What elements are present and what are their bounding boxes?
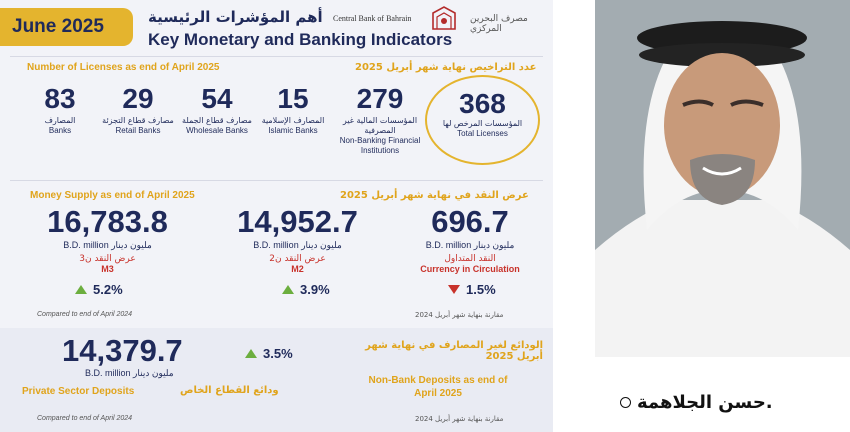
licenses-heading-ar: عدد التراخيص نهاية شهر أبريل 2025 xyxy=(355,62,537,73)
licenses-heading-en: Number of Licenses as end of April 2025 xyxy=(27,62,220,73)
money-supply-heading-ar: عرض النقد في نهاية شهر أبريل 2025 xyxy=(340,190,529,201)
license-label-ar: مصارف قطاع الجملة xyxy=(182,116,252,125)
license-label-en: Banks xyxy=(48,126,72,135)
license-count: 15 xyxy=(277,83,309,114)
bank-name-arabic: مصرف البحرين المركزي xyxy=(470,14,528,34)
title-arabic: أهم المؤشرات الرئيسية xyxy=(148,8,323,26)
total-license-count: 368 xyxy=(459,88,506,119)
license-count: 29 xyxy=(122,83,154,114)
up-arrow-icon xyxy=(282,285,294,294)
license-label-ar: المؤسسات المالية غير المصرفية xyxy=(342,116,418,135)
cbb-logo-icon xyxy=(427,5,461,31)
currency-change-value: 1.5% xyxy=(466,282,496,297)
license-retail xyxy=(98,84,178,136)
m2-change-value: 3.9% xyxy=(300,282,330,297)
date-badge: June 2025 xyxy=(0,8,133,46)
bullet-circle-icon xyxy=(620,397,631,408)
m2-change xyxy=(282,282,330,297)
up-arrow-icon xyxy=(245,349,257,358)
license-wholesale xyxy=(177,84,257,136)
total-label-en: Total Licenses xyxy=(457,129,508,138)
m3-change-value: 5.2% xyxy=(93,282,123,297)
bank-name-english: Central Bank of Bahrain xyxy=(333,14,412,23)
comparison-note-ar: مقارنة بنهاية شهر أبريل 2024 xyxy=(415,311,504,319)
m3-label-en: M3 xyxy=(101,264,114,274)
license-label-en: Retail Banks xyxy=(115,126,161,135)
currency-change xyxy=(448,282,496,297)
divider xyxy=(10,56,543,57)
license-label-en: Non-Banking Financial Institutions xyxy=(339,136,421,155)
license-label-en: Islamic Banks xyxy=(268,126,318,135)
deposits-unit: B.D. million مليون دينار xyxy=(85,368,174,378)
portrait-illustration xyxy=(595,0,850,357)
currency-indicator xyxy=(400,206,540,274)
m2-indicator xyxy=(215,206,380,274)
deposits-label-en: Private Sector Deposits xyxy=(22,386,135,397)
m2-value: 14,952.7 xyxy=(237,204,358,239)
m3-label-ar: عرض النقد ن3 xyxy=(79,254,136,264)
divider xyxy=(10,180,543,181)
license-label-ar: مصارف قطاع التجزئة xyxy=(102,116,174,125)
m2-label-ar: عرض النقد ن2 xyxy=(269,254,326,264)
non-bank-deposits-en: Non-Bank Deposits as end of April 2025 xyxy=(368,375,508,399)
license-label-ar: المصارف xyxy=(44,116,76,125)
deposits-change xyxy=(245,346,293,361)
money-supply-heading-en: Money Supply as end of April 2025 xyxy=(30,190,195,201)
deposits-note-ar: مقارنة بنهاية شهر أبريل 2024 xyxy=(415,415,504,423)
non-bank-deposits-ar: الودائع لغير المصارف في نهاية شهر أبريل 2025 xyxy=(365,340,543,362)
deposits-label-ar: ودائع القطاع الخاص xyxy=(180,385,279,396)
license-label-ar: المصارف الإسلامية xyxy=(261,116,325,125)
currency-unit: B.D. million مليون دينار xyxy=(425,240,515,250)
license-label-en: Wholesale Banks xyxy=(186,126,248,135)
comparison-note-en: Compared to end of April 2024 xyxy=(37,311,133,318)
m2-unit: B.D. million مليون دينار xyxy=(253,240,342,250)
currency-value: 696.7 xyxy=(431,204,509,239)
license-count: 54 xyxy=(201,83,233,114)
currency-label-en: Currency in Circulation xyxy=(420,264,520,274)
deposits-change-value: 3.5% xyxy=(263,346,293,361)
up-arrow-icon xyxy=(75,285,87,294)
license-count: 279 xyxy=(356,83,404,114)
portrait-photo xyxy=(595,0,850,357)
total-licenses-circle xyxy=(425,75,540,165)
license-nbfi xyxy=(335,84,425,156)
currency-label-ar: النقد المتداول xyxy=(444,254,496,264)
deposits-value: 14,379.7 xyxy=(62,333,183,368)
m3-unit: B.D. million مليون دينار xyxy=(63,240,152,250)
m3-value: 16,783.8 xyxy=(47,204,168,239)
license-islamic xyxy=(253,84,333,136)
license-banks xyxy=(20,84,100,136)
license-count: 83 xyxy=(44,83,76,114)
title-english: Key Monetary and Banking Indicators xyxy=(148,30,453,49)
m3-indicator xyxy=(25,206,190,274)
caption-name: حسن الجلاهمة. xyxy=(637,392,773,413)
down-arrow-icon xyxy=(448,285,460,294)
m2-label-en: M2 xyxy=(291,264,304,274)
total-label-ar: المؤسسات المرخص لها xyxy=(442,119,523,128)
m3-change xyxy=(75,282,123,297)
photo-caption xyxy=(620,392,773,413)
deposits-note-en: Compared to end of April 2024 xyxy=(37,415,133,422)
